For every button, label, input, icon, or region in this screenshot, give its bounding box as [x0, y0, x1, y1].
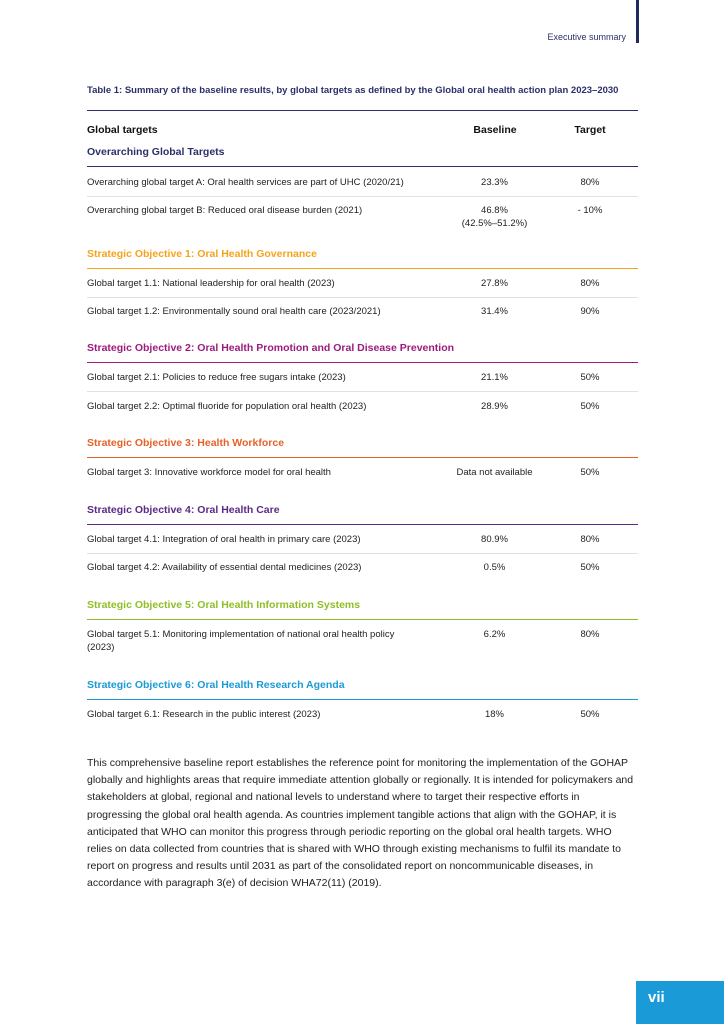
row-divider [87, 297, 638, 298]
table-caption: Table 1: Summary of the baseline results, by global targets as defined by the Global oral health action plan 2023–2030 [87, 85, 619, 96]
caption-rule [87, 110, 638, 111]
section-title-so4: Strategic Objective 4: Oral Health Care [87, 504, 280, 516]
row-baseline: 80.9% [481, 534, 508, 545]
section-title-so5: Strategic Objective 5: Oral Health Information Systems [87, 599, 361, 611]
page-number: vii [648, 989, 665, 1006]
row-target: 50% [580, 372, 600, 383]
page-number-badge [636, 981, 724, 1024]
row-label: Global target 6.1: Research in the public interest (2023) [87, 709, 321, 720]
row-label: Global target 4.1: Integration of oral health in primary care (2023) [87, 534, 361, 545]
row-baseline: 6.2% [483, 629, 506, 640]
row-baseline: 23.3% [481, 177, 508, 188]
row-label: Global target 5.1: Monitoring implementation of national oral health policy (2023) [87, 629, 395, 653]
section-rule-so4 [87, 524, 638, 525]
row-label: Global target 1.1: National leadership for oral health (2023) [87, 278, 335, 289]
row-label: Global target 2.2: Optimal fluoride for population oral health (2023) [87, 401, 367, 412]
row-baseline: 27.8% [481, 278, 508, 289]
row-target: 80% [580, 534, 600, 545]
row-label: Global target 3: Innovative workforce model for oral health [87, 467, 331, 478]
section-title-so6: Strategic Objective 6: Oral Health Research Agenda [87, 679, 345, 691]
row-target: 50% [580, 401, 600, 412]
row-target: 90% [580, 306, 600, 317]
row-target: - 10% [577, 205, 603, 216]
row-label: Global target 1.2: Environmentally sound oral health care (2023/2021) [87, 306, 381, 317]
section-rule-so1 [87, 268, 638, 269]
row-divider [87, 196, 638, 197]
row-label: Overarching global target A: Oral health services are part of UHC (2020/21) [87, 177, 404, 188]
row-divider [87, 553, 638, 554]
section-rule-so5 [87, 619, 638, 620]
row-label: Overarching global target B: Reduced oral disease burden (2021) [87, 205, 363, 216]
row-divider [87, 391, 638, 392]
row-target: 50% [580, 562, 600, 573]
row-baseline-interval: (42.5%–51.2%) [461, 218, 528, 229]
column-header-global-targets: Global targets [87, 124, 158, 136]
row-target: 50% [580, 709, 600, 720]
row-target: 50% [580, 467, 600, 478]
row-baseline: Data not available [456, 467, 533, 478]
row-baseline [442, 204, 547, 230]
section-rule-so2 [87, 362, 638, 363]
row-baseline: 28.9% [481, 401, 508, 412]
section-title-so1: Strategic Objective 1: Oral Health Governance [87, 248, 317, 260]
row-target: 80% [580, 629, 600, 640]
section-rule-so6 [87, 699, 638, 700]
section-title-overarching: Overarching Global Targets [87, 146, 225, 158]
section-title-so3: Strategic Objective 3: Health Workforce [87, 437, 285, 449]
row-baseline: 18% [484, 709, 504, 720]
section-title-so2: Strategic Objective 2: Oral Health Promotion and Oral Disease Prevention [87, 342, 455, 354]
section-rule-so3 [87, 457, 638, 458]
row-label: Global target 2.1: Policies to reduce free sugars intake (2023) [87, 372, 346, 383]
column-header-baseline: Baseline [473, 124, 517, 136]
row-baseline: 31.4% [481, 306, 508, 317]
summary-paragraph: This comprehensive baseline report establishes the reference point for monitoring the implementation of the GOHAP globally and highlights areas that require immediate attention globally or regionally. It is intended for policymakers and stakeholders at global, regional and national levels to understand where to target their respective efforts in progressing the global oral health agenda. As countries implement tangible actions that align with the GOHAP, it is anticipated that WHO can monitor this progress through periodic reporting on the global oral health targets. WHO relies on data collected from countries that is shared with WHO through existing mechanisms to fulfil its mandate to report on progress and results until 2031 as part of the consolidated report on noncommunicable diseases, in accordance with paragraph 3(e) of decision WHA72(11) (2019). [87, 757, 634, 890]
row-target: 80% [580, 177, 600, 188]
row-baseline: 21.1% [481, 372, 508, 383]
header-accent-bar [636, 0, 639, 43]
section-rule-overarching [87, 166, 638, 167]
column-header-target: Target [574, 124, 606, 136]
row-target: 80% [580, 278, 600, 289]
row-baseline: 0.5% [483, 562, 506, 573]
running-header: Executive summary [547, 32, 626, 42]
row-baseline-value: 46.8% [481, 205, 508, 216]
row-label: Global target 4.2: Availability of essential dental medicines (2023) [87, 562, 362, 573]
